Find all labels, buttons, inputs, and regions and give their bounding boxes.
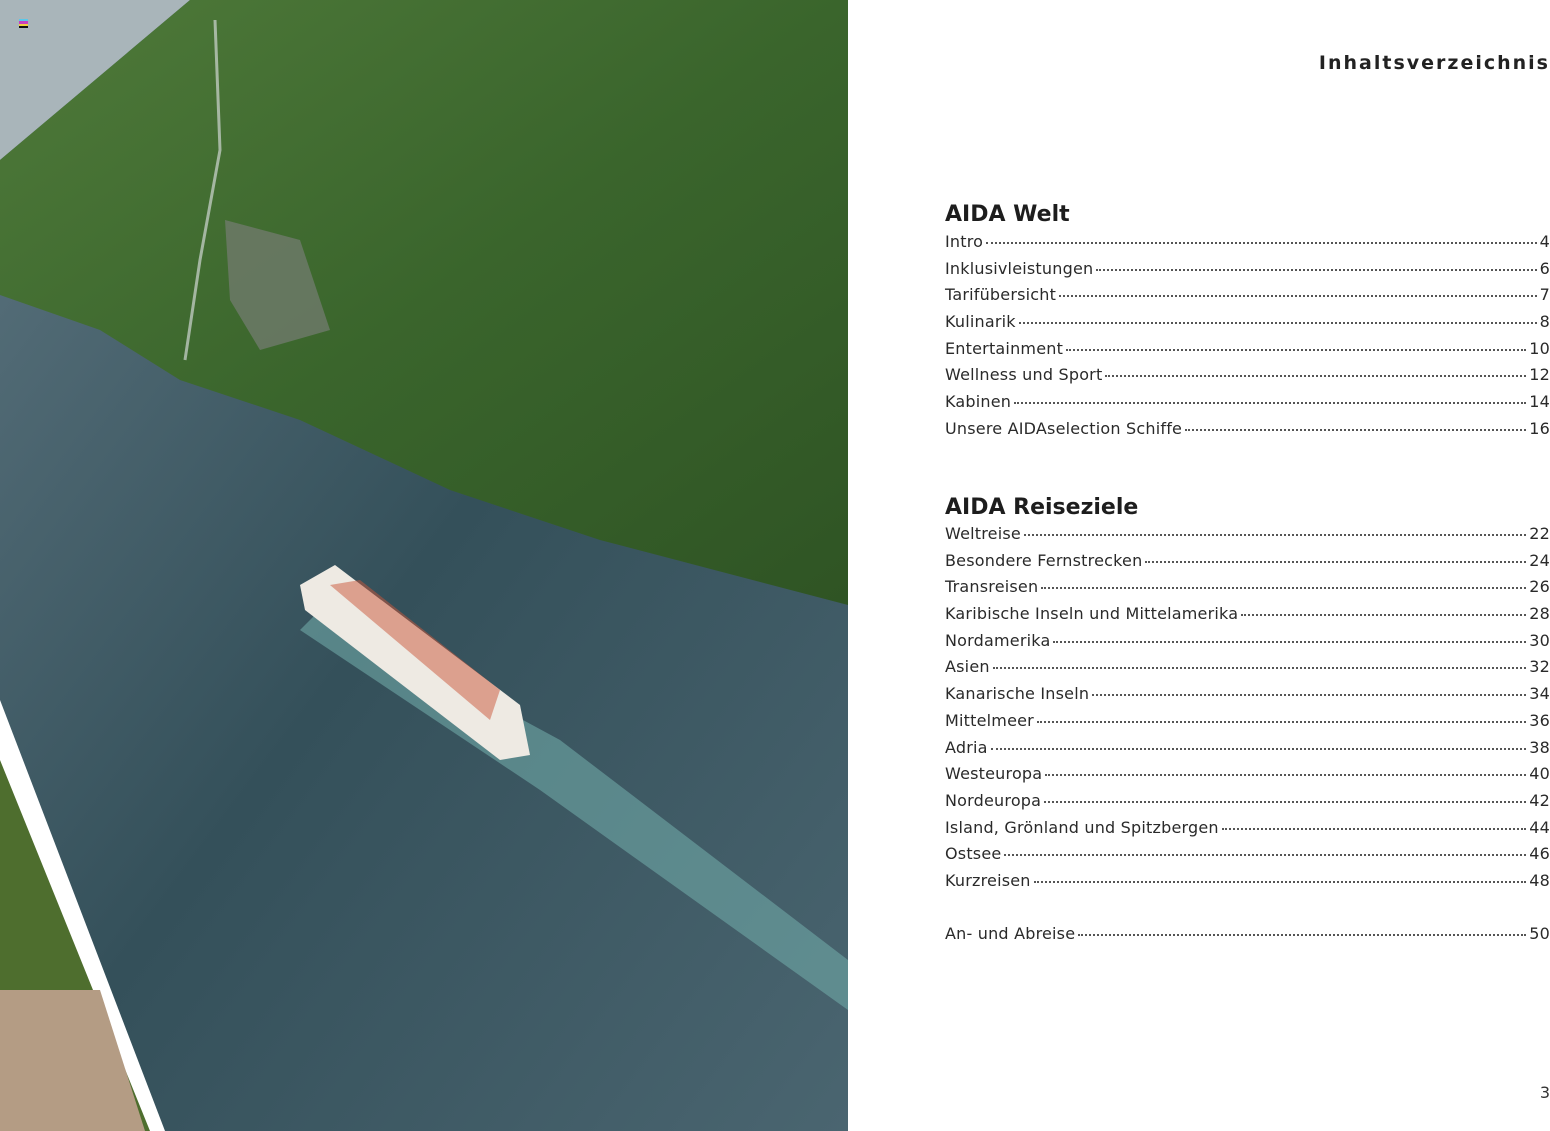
toc-entry-page: 10 xyxy=(1529,338,1550,358)
toc-entry-label: Adria xyxy=(945,737,988,757)
toc-entry-label: Intro xyxy=(945,232,984,251)
toc-entry[interactable] xyxy=(945,738,1550,765)
toc-entry-page: 14 xyxy=(1529,392,1550,412)
dot-leader xyxy=(1019,322,1537,324)
toc-entry[interactable] xyxy=(945,339,1550,366)
dot-leader xyxy=(1145,561,1526,563)
toc-entry-page: 38 xyxy=(1529,737,1550,757)
toc-entry[interactable] xyxy=(945,604,1550,631)
toc-entry[interactable] xyxy=(945,365,1550,392)
toc-list-aida-reiseziele xyxy=(945,524,1550,898)
toc-entry-page: 22 xyxy=(1529,524,1550,543)
toc-entry-label: Kulinarik xyxy=(945,312,1016,332)
toc-entry[interactable] xyxy=(945,871,1550,898)
toc-entry-label: Nordeuropa xyxy=(945,790,1042,810)
toc-entry-page: 44 xyxy=(1529,817,1550,837)
toc-entry[interactable] xyxy=(945,657,1550,684)
toc-entry-page: 30 xyxy=(1529,630,1550,650)
dot-leader xyxy=(991,748,1527,750)
toc-entry-label: Asien xyxy=(945,657,990,677)
toc-entry-page: 40 xyxy=(1529,764,1550,784)
toc-entry-label: Kanarische Inseln xyxy=(945,684,1090,704)
toc-entry[interactable] xyxy=(945,232,1550,259)
dot-leader xyxy=(1105,375,1526,377)
dot-leader xyxy=(1044,801,1526,803)
toc-entry-page: 34 xyxy=(1529,684,1550,704)
dot-leader xyxy=(1241,614,1526,616)
toc-entry[interactable] xyxy=(945,924,1550,951)
toc-entry-page: 28 xyxy=(1529,604,1550,624)
toc-entry-page: 50 xyxy=(1529,924,1550,943)
dot-leader xyxy=(1004,854,1526,856)
toc-entry-label: Wellness und Sport xyxy=(945,365,1103,385)
flag-icon xyxy=(19,19,28,28)
dot-leader xyxy=(1024,534,1526,536)
dot-leader xyxy=(986,242,1536,244)
toc-entry-label: An- und Abreise xyxy=(945,924,1076,943)
toc-entry-label: Besondere Fernstrecken xyxy=(945,550,1143,570)
toc-entry-page: 4 xyxy=(1539,232,1550,251)
section-heading-aida-reiseziele: AIDA Reiseziele xyxy=(945,495,1139,520)
dot-leader xyxy=(1185,429,1526,431)
toc-entry-page: 24 xyxy=(1529,550,1550,570)
toc-entry[interactable] xyxy=(945,551,1550,578)
toc-entry-label: Mittelmeer xyxy=(945,710,1034,730)
dot-leader xyxy=(1092,694,1526,696)
toc-entry-page: 32 xyxy=(1529,657,1550,677)
dot-leader xyxy=(1045,774,1526,776)
dot-leader xyxy=(1096,269,1536,271)
dot-leader xyxy=(1034,881,1527,883)
toc-entry-label: Tarifübersicht xyxy=(945,285,1057,305)
toc-entry[interactable] xyxy=(945,577,1550,604)
toc-entry[interactable] xyxy=(945,818,1550,845)
toc-entry[interactable] xyxy=(945,392,1550,419)
toc-entry[interactable] xyxy=(945,259,1550,286)
toc-entry[interactable] xyxy=(945,631,1550,658)
toc-entry[interactable] xyxy=(945,764,1550,791)
toc-entry[interactable] xyxy=(945,791,1550,818)
page-number: 3 xyxy=(1539,1083,1550,1102)
toc-entry-page: 36 xyxy=(1529,710,1550,730)
dot-leader xyxy=(1037,721,1526,723)
toc-entry-label: Transreisen xyxy=(945,577,1039,597)
dot-leader xyxy=(993,667,1527,669)
toc-entry-label: Entertainment xyxy=(945,338,1064,358)
toc-entry-page: 42 xyxy=(1529,790,1550,810)
toc-entry[interactable] xyxy=(945,285,1550,312)
toc-entry-page: 16 xyxy=(1529,418,1550,438)
dot-leader xyxy=(1059,295,1537,297)
toc-list-travel xyxy=(945,924,1550,951)
toc-entry-label: Kabinen xyxy=(945,392,1012,412)
toc-list-aida-welt xyxy=(945,232,1550,446)
toc-entry-label: Ostsee xyxy=(945,844,1002,864)
dot-leader xyxy=(1053,641,1526,643)
toc-entry-page: 6 xyxy=(1539,258,1550,278)
toc-entry-label: Westeuropa xyxy=(945,764,1043,784)
dot-leader xyxy=(1041,587,1526,589)
toc-entry-label: Unsere AIDAselection Schiffe xyxy=(945,418,1183,438)
toc-entry[interactable] xyxy=(945,711,1550,738)
dot-leader xyxy=(1014,402,1526,404)
toc-entry[interactable] xyxy=(945,419,1550,446)
toc-entry-page: 8 xyxy=(1539,312,1550,332)
toc-entry[interactable] xyxy=(945,524,1550,551)
dot-leader xyxy=(1078,934,1526,936)
toc-entry[interactable] xyxy=(945,844,1550,871)
toc-entry-label: Karibische Inseln und Mittelamerika xyxy=(945,604,1239,624)
dot-leader xyxy=(1222,828,1526,830)
toc-entry-label: Island, Grönland und Spitzbergen xyxy=(945,817,1219,837)
toc-entry-page: 46 xyxy=(1529,844,1550,864)
toc-entry-label: Kurzreisen xyxy=(945,870,1031,890)
toc-entry-page: 48 xyxy=(1529,870,1550,890)
toc-entry[interactable] xyxy=(945,312,1550,339)
toc-entry[interactable] xyxy=(945,684,1550,711)
dot-leader xyxy=(1066,349,1526,351)
toc-entry-label: Weltreise xyxy=(945,524,1021,543)
toc-entry-page: 26 xyxy=(1529,577,1550,597)
page-title: Inhaltsverzeichnis xyxy=(1318,52,1550,74)
toc-entry-page: 7 xyxy=(1539,285,1550,305)
toc-entry-label: Inklusivleistungen xyxy=(945,258,1094,278)
toc-entry-label: Nordamerika xyxy=(945,630,1051,650)
toc-entry-page: 12 xyxy=(1529,365,1550,385)
section-heading-aida-welt: AIDA Welt xyxy=(945,202,1070,227)
